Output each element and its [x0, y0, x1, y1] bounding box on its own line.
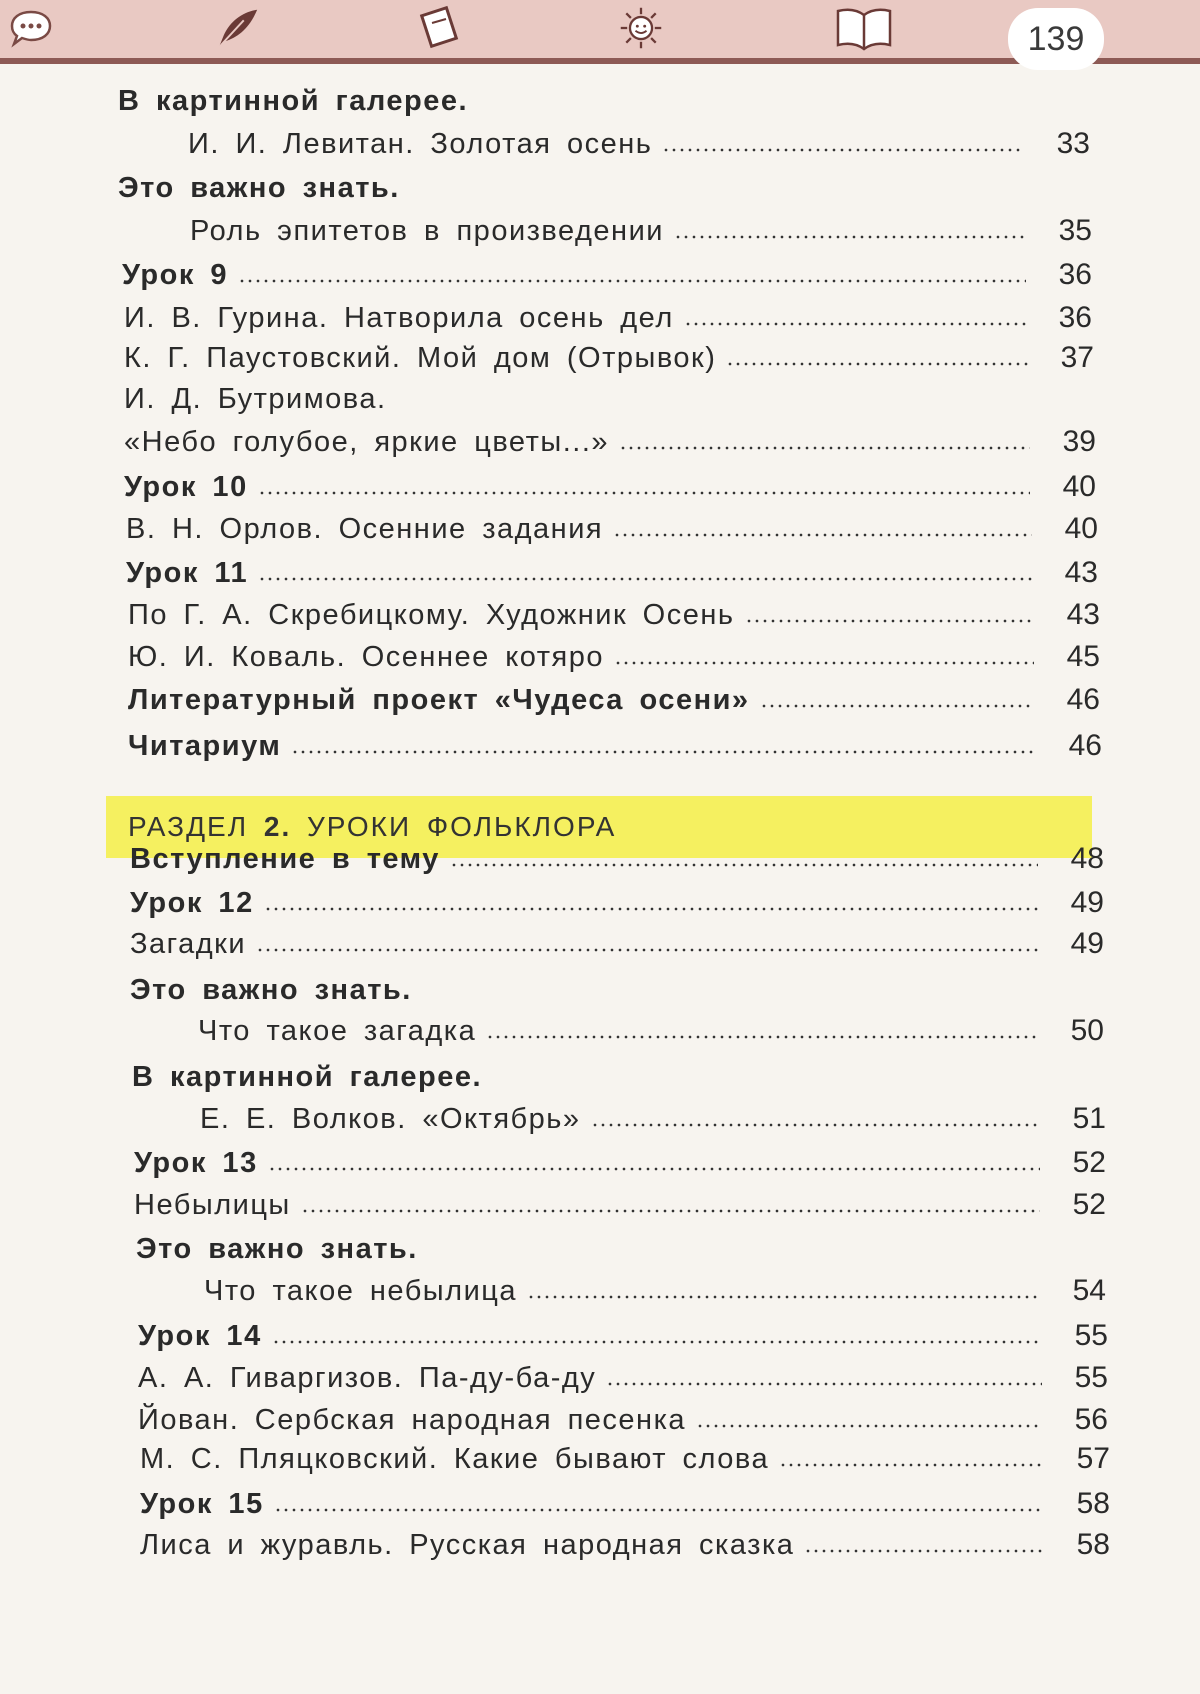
toc-entry: [188, 121, 1090, 161]
feather-icon: [215, 6, 261, 50]
dot-leader: [674, 235, 1026, 239]
toc-heading: Урок 13: [134, 1147, 258, 1179]
dot-leader: [662, 148, 1024, 152]
toc-item-title: Ю. И. Коваль. Осеннее котяро: [128, 641, 605, 673]
toc-item-title: «Небо голубое, яркие цветы...»: [124, 426, 610, 458]
dot-leader: [613, 533, 1032, 537]
dot-leader: [760, 704, 1034, 708]
toc-item-title: Что такое небылица: [204, 1275, 518, 1307]
toc-page-number: 52: [1072, 1188, 1106, 1221]
toc-heading: В картинной галерее.: [132, 1061, 483, 1093]
sun-icon: [618, 6, 664, 50]
toc-page-number: 56: [1074, 1403, 1108, 1436]
dot-leader: [684, 322, 1026, 326]
toc-page-number: 40: [1064, 512, 1098, 545]
dot-leader: [726, 362, 1028, 366]
toc-entry: [140, 1481, 1110, 1521]
section-number: 2.: [263, 811, 292, 842]
toc-page-number: 55: [1074, 1361, 1108, 1394]
toc-entry: [134, 1182, 1106, 1222]
dot-leader: [268, 1167, 1040, 1171]
toc-item-title: А. А. Гиваргизов. Па-ду-ба-ду: [138, 1362, 597, 1394]
toc-entry: [118, 165, 1092, 205]
toc-item-title: М. С. Пляцковский. Какие бывают слова: [140, 1443, 770, 1475]
toc-heading: Урок 12: [130, 887, 254, 919]
dot-leader: [696, 1424, 1042, 1428]
speech-bubble-icon: [8, 6, 54, 50]
toc-page-number: 46: [1068, 729, 1102, 762]
toc-heading: Литературный проект «Чудеса осени»: [128, 684, 750, 716]
toc-entry: [124, 335, 1094, 375]
dot-leader: [264, 907, 1038, 911]
toc-entry: [124, 295, 1092, 335]
toc-page-number: 52: [1072, 1146, 1106, 1179]
toc-item-title: И. И. Левитан. Золотая осень: [188, 128, 653, 160]
toc-entry: [204, 1268, 1106, 1308]
toc-entry: [200, 1096, 1106, 1136]
toc-page-number: 43: [1066, 598, 1100, 631]
toc-page-number: 33: [1056, 127, 1090, 160]
open-book-icon: [834, 6, 894, 50]
toc-heading: Читариум: [128, 730, 282, 762]
toc-entry: [132, 1054, 1106, 1094]
dot-leader: [301, 1209, 1040, 1213]
toc-entry: [126, 506, 1098, 546]
dot-leader: [591, 1123, 1041, 1127]
dot-leader: [291, 750, 1036, 754]
toc-page-number: 37: [1060, 341, 1094, 374]
dot-leader: [238, 279, 1026, 283]
toc-page-number: 35: [1058, 214, 1092, 247]
toc-entry: [138, 1397, 1108, 1437]
toc-page-number: 50: [1070, 1014, 1104, 1047]
toc-page-number: 57: [1076, 1442, 1110, 1475]
toc-entry: [124, 464, 1096, 504]
toc-item-title: И. Д. Бутримова.: [124, 383, 387, 415]
toc-item-title: К. Г. Паустовский. Мой дом (Отрывок): [124, 342, 717, 374]
toc-item-title: Небылицы: [134, 1189, 291, 1221]
toc-item-title: Загадки: [130, 928, 247, 960]
toc-entry: [128, 677, 1100, 717]
toc-heading: Это важно знать.: [118, 172, 400, 204]
toc-page-number: 58: [1076, 1487, 1110, 1520]
toc-page-number: 40: [1062, 470, 1096, 503]
dot-leader: [779, 1463, 1044, 1467]
toc-page-number: 39: [1062, 425, 1096, 458]
toc-entry: [138, 1313, 1108, 1353]
dot-leader: [258, 577, 1032, 581]
dot-leader: [745, 619, 1035, 623]
toc-entry: [124, 376, 1094, 416]
toc-item-title: Лиса и журавль. Русская народная сказка: [140, 1529, 795, 1561]
toc-heading: Урок 9: [122, 259, 229, 291]
dot-leader: [614, 661, 1034, 665]
dot-leader: [256, 948, 1038, 952]
toc-item-title: Что такое загадка: [198, 1015, 477, 1047]
toc-page-number: 45: [1066, 640, 1100, 673]
toc-entry: [130, 880, 1104, 920]
toc-entry: [118, 78, 1090, 118]
toc-item-title: По Г. А. Скребицкому. Художник Осень: [128, 599, 735, 631]
toc-entry: [136, 1226, 1106, 1266]
toc-page-number: 36: [1058, 301, 1092, 334]
toc-page-number: 55: [1074, 1319, 1108, 1352]
toc-entry: [126, 550, 1098, 590]
toc-entry: [190, 208, 1092, 248]
dot-leader: [804, 1549, 1044, 1553]
dot-leader: [486, 1035, 1038, 1039]
dot-leader: [619, 446, 1030, 450]
toc-entry: [128, 634, 1100, 674]
toc-entry: [138, 1355, 1108, 1395]
section-title: УРОКИ ФОЛЬКЛОРА: [307, 811, 617, 842]
toc-entry: [122, 252, 1092, 292]
toc-item-title: Е. Е. Волков. «Октябрь»: [200, 1103, 581, 1135]
toc-heading: Урок 10: [124, 471, 248, 503]
dot-leader: [606, 1382, 1042, 1386]
toc-page-number: 48: [1070, 842, 1104, 875]
toc-heading: Это важно знать.: [130, 974, 412, 1006]
dot-leader: [527, 1295, 1040, 1299]
toc-heading: Вступление в тему: [130, 843, 440, 875]
toc-entry: [130, 921, 1104, 961]
toc-page-number: 43: [1064, 556, 1098, 589]
toc-page-number: 54: [1072, 1274, 1106, 1307]
toc-page-number: 51: [1072, 1102, 1106, 1135]
toc-page-number: 36: [1058, 258, 1092, 291]
toc-page-number: 49: [1070, 886, 1104, 919]
toc-entry: [130, 967, 1104, 1007]
dot-leader: [272, 1340, 1042, 1344]
toc-heading: Это важно знать.: [136, 1233, 418, 1265]
toc-heading: Урок 15: [140, 1488, 264, 1520]
toc-page-number: 46: [1066, 683, 1100, 716]
toc-heading: В картинной галерее.: [118, 85, 469, 117]
toc-heading: Урок 11: [126, 557, 249, 589]
toc-page-number: 49: [1070, 927, 1104, 960]
toc-item-title: И. В. Гурина. Натворила осень дел: [124, 302, 674, 334]
toc-entry: [124, 419, 1096, 459]
dot-leader: [274, 1508, 1044, 1512]
toc-entry: [134, 1140, 1106, 1180]
toc-page-number: 58: [1076, 1528, 1110, 1561]
toc-heading: Урок 14: [138, 1320, 262, 1352]
book-icon: [418, 6, 464, 50]
toc-entry: [140, 1522, 1110, 1562]
dot-leader: [258, 491, 1030, 495]
toc-entry: [128, 592, 1100, 632]
toc-item-title: Роль эпитетов в произведении: [190, 215, 664, 247]
section-prefix: РАЗДЕЛ: [128, 811, 249, 842]
toc-entry: [128, 723, 1102, 763]
page-number: 139: [1008, 8, 1104, 70]
toc-entry: [140, 1436, 1110, 1476]
toc-entry: [130, 836, 1104, 876]
toc-item-title: В. Н. Орлов. Осенние задания: [126, 513, 604, 545]
dot-leader: [450, 863, 1038, 867]
toc-entry: [198, 1008, 1104, 1048]
toc-item-title: Йован. Сербская народная песенка: [138, 1404, 687, 1436]
